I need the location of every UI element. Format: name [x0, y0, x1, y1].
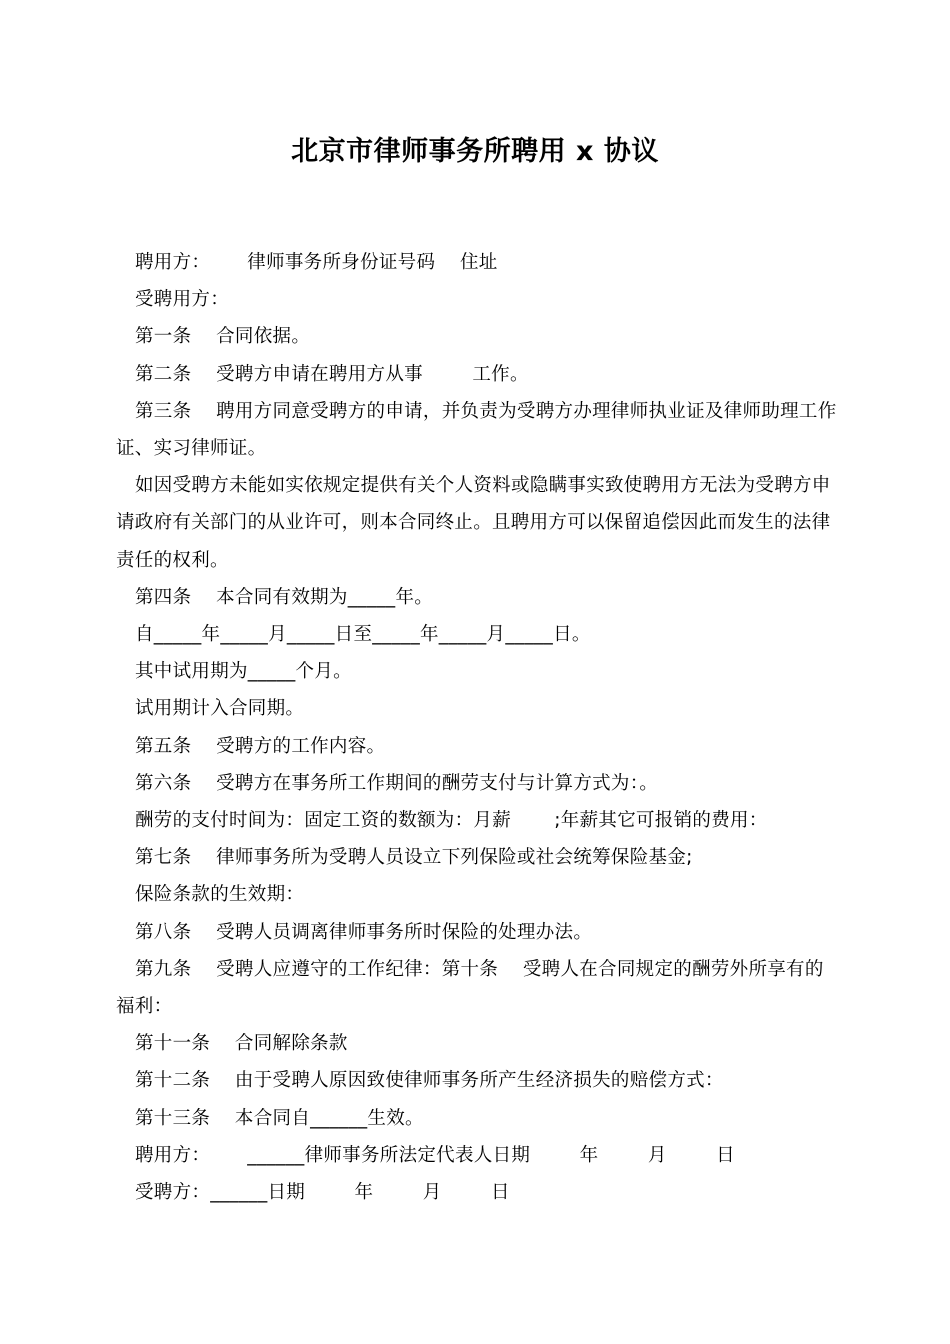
- paragraph-article-8: 第八条 受聘人员调离律师事务所时保险的处理办法。: [135, 921, 593, 943]
- paragraph-article-11: 第十一条 合同解除条款: [135, 1033, 348, 1055]
- paragraph-article-5: 第五条 受聘方的工作内容。: [135, 735, 386, 757]
- paragraph-article-9-10: 第九条 受聘人应遵守的工作纪律：第十条 受聘人在合同规定的酬劳外所享有的福利：: [116, 958, 824, 1018]
- paragraph-article-1: 第一条 合同依据。: [135, 326, 311, 348]
- paragraph-employee-signature: 受聘方：______日期 年 月 日: [135, 1182, 510, 1204]
- paragraph-article-3: 第三条 聘用方同意受聘方的申请，并负责为受聘方办理律师执业证及律师助理工作证、实习律师证。: [116, 400, 837, 460]
- document-body: [116, 244, 840, 1211]
- paragraph-article-4: 第四条 本合同有效期为_____年。: [135, 586, 434, 608]
- paragraph-contract-period: 自_____年_____月_____日至_____年_____月_____日。: [135, 624, 591, 646]
- paragraph-termination-note: 如因受聘方未能如实依规定提供有关个人资料或隐瞒事实致使聘用方无法为受聘方申请政府有关部门的从业许可，则本合同终止。且聘用方可以保留追偿因此而发生的法律责任的权利。: [116, 475, 831, 571]
- paragraph-payment-terms: 酬劳的支付时间为：固定工资的数额为：月薪 ;年薪其它可报销的费用：: [135, 810, 768, 832]
- document-title: 北京市律师事务所聘用 x 协议: [291, 136, 659, 167]
- paragraph-employer-signature: 聘用方： ______律师事务所法定代表人日期 年 月 日: [135, 1144, 735, 1166]
- paragraph-employer-info: 聘用方： 律师事务所身份证号码 住址: [135, 252, 498, 273]
- paragraph-probation-note: 试用期计入合同期。: [135, 698, 305, 720]
- paragraph-article-2: 第二条 受聘方申请在聘用方从事 工作。: [135, 363, 529, 385]
- paragraph-article-12: 第十二条 由于受聘人原因致使律师事务所产生经济损失的赔偿方式：: [135, 1070, 724, 1092]
- paragraph-probation-period: 其中试用期为_____个月。: [135, 661, 352, 683]
- paragraph-article-6: 第六条 受聘方在事务所工作期间的酬劳支付与计算方式为：。: [135, 772, 659, 794]
- paragraph-article-13: 第十三条 本合同自______生效。: [135, 1107, 424, 1129]
- paragraph-employee-info: 受聘用方：: [135, 289, 230, 311]
- paragraph-article-7: 第七条 律师事务所为受聘人员设立下列保险或社会统筹保险基金;: [135, 847, 693, 869]
- paragraph-insurance-effective: 保险条款的生效期：: [135, 884, 305, 906]
